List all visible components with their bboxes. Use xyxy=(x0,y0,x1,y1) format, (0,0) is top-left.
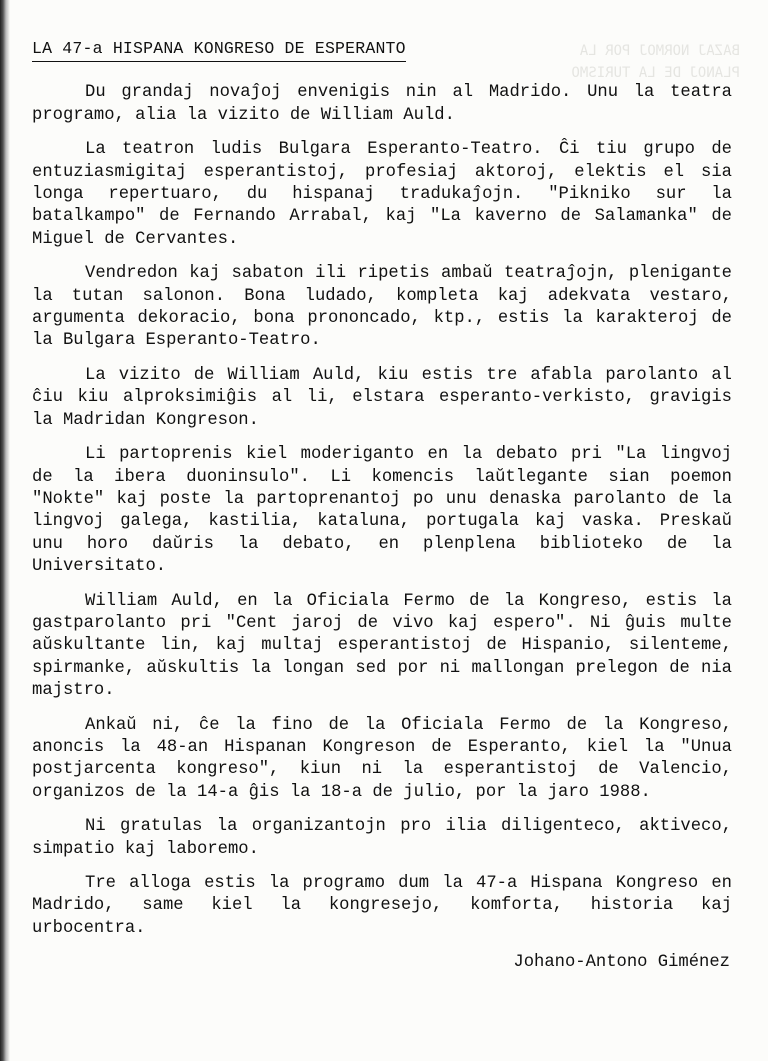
paragraph: La teatron ludis Bulgara Esperanto-Teatro. Ĉi tiu grupo de entuziasmigitaj esperantistoj, profesiaj aktoroj, elektis el sia longa repertuaro, du hispanaj tradukaĵojn. "Pikniko sur la batalkampo" de Fernando Arrabal, kaj "La kaverno de Salamanka" de Miguel de Cervantes. xyxy=(32,140,732,249)
paragraph: Vendredon kaj sabaton ili ripetis ambaŭ teatraĵojn, plenigante la tutan salonon. Bona ludado, kompleta kaj adekvata vestaro, argumenta dekoracio, bona prononcado, ktp., estis la karakteroj de la Bulgara Esperanto-Teatro. xyxy=(32,264,732,351)
paragraph: La vizito de William Auld, kiu estis tre afabla parolanto al ĉiu kiu alproksimiĝis al li, elstara esperanto-verkisto, gravigis la Madridan Kongreson. xyxy=(32,365,732,430)
paragraph: Du grandaj novaĵoj envenigis nin al Madrido. Unu la teatra programo, alia la vizito de William Auld. xyxy=(32,83,732,125)
paragraph: Tre alloga estis la programo dum la 47-a Hispana Kongreso en Madrido, same kiel la kongresejo, komforta, historia kaj urbocentra. xyxy=(32,874,732,938)
author-signature: Johano-Antono Giménez xyxy=(513,953,730,973)
article xyxy=(32,38,732,975)
page-edge-shadow xyxy=(0,0,10,1061)
paragraph: William Auld, en la Oficiala Fermo de la Kongreso, estis la gastparolanto pri "Cent jaroj de vivo kaj espero". Ni ĝuis multe aŭskultante lin, kaj multaj esperantistoj de Hispanio, silenteme, spirmanke, aŭskultis la longan sed por ni mallongan prelegon de nia majstro. xyxy=(32,591,732,701)
paragraph: Ni gratulas la organizantojn pro ilia diligenteco, aktiveco, simpatio kaj laboremo. xyxy=(32,817,732,859)
paragraph: Ankaŭ ni, ĉe la fino de la Oficiala Fermo de la Kongreso, anoncis la 48-an Hispanan Kongreson de Esperanto, kiel la "Unua postjarcenta kongreso", kiun ni la esperantistoj de Valencio, organizos de la 14-a ĝis la 18-a de julio, por la jaro 1988. xyxy=(32,715,732,802)
paragraph: Li partoprenis kiel moderiganto en la debato pri "La lingvoj de la ibera duoninsulo". Li komencis laŭtlegante sian poemon "Nokte" kaj poste la partoprenantoj po unu denaska parolanto de la lingvoj galega, kastilia, kataluna, portugala kaj vaska. Preskaŭ unu horo daŭris la debato, en plenplena biblioteko de la Universitato. xyxy=(32,445,732,577)
show-through-background: BAZAJ NORMOJ POR LA PLANOJ DE LA TURISMO xyxy=(571,43,740,81)
article-title: LA 47-a HISPANA KONGRESO DE ESPERANTO xyxy=(32,38,406,62)
